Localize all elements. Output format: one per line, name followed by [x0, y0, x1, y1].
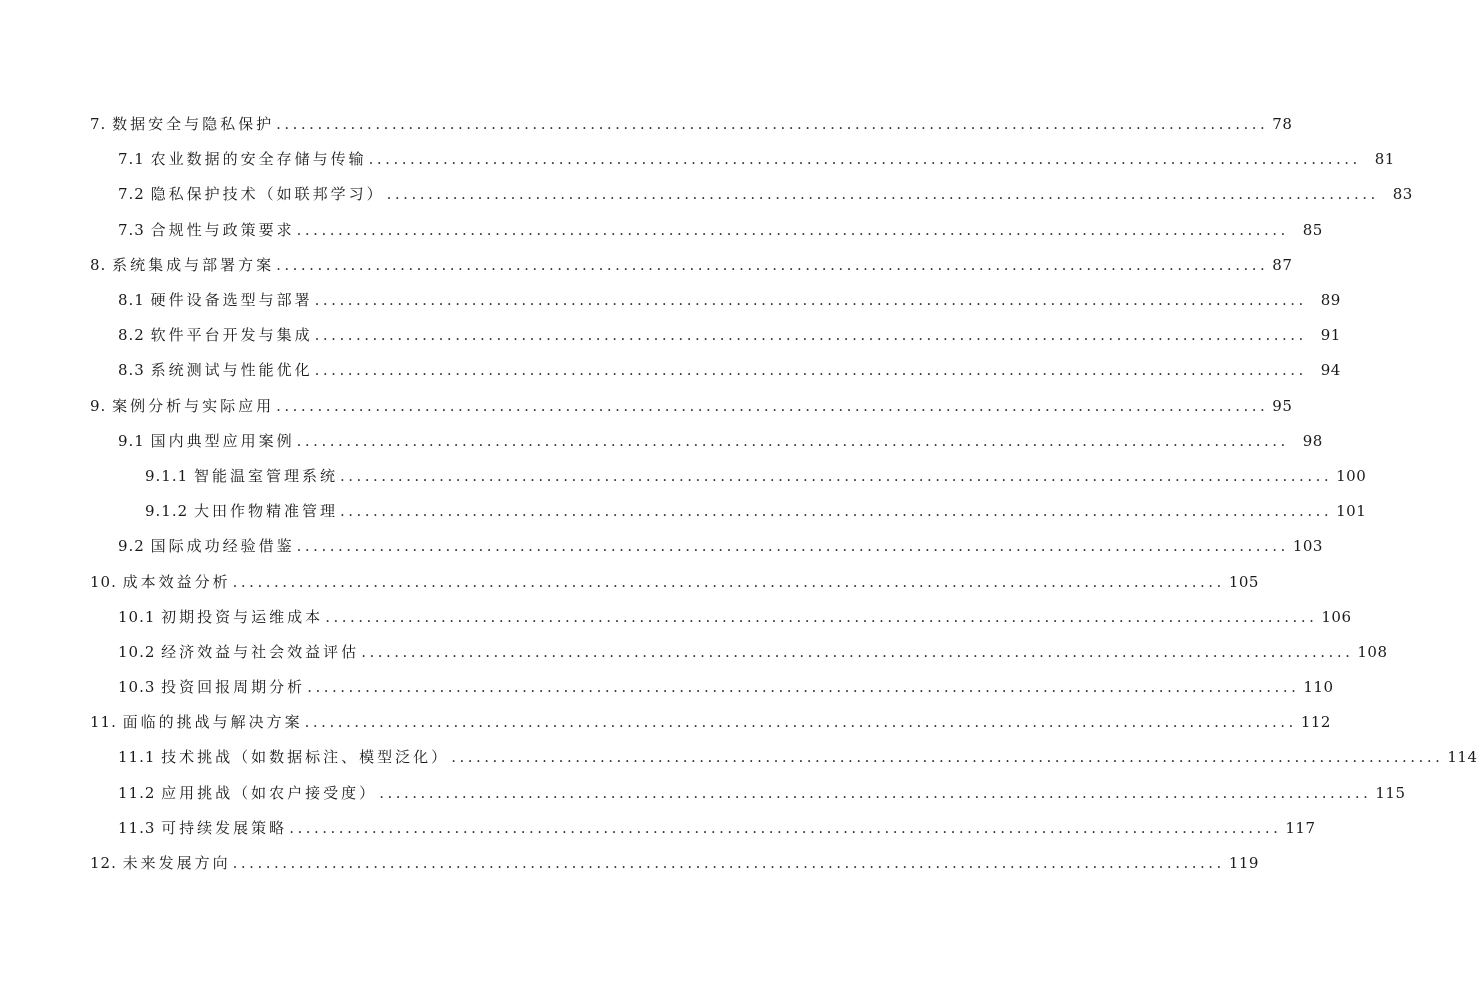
toc-entry-number: 7.1 [118, 150, 151, 169]
toc-entry-number: 12. [90, 854, 123, 873]
toc-entry-title: 硬件设备选型与部署 [150, 291, 313, 310]
toc-entry-title: 案例分析与实际应用 [112, 396, 275, 415]
toc-entry-page: 101 [1336, 502, 1367, 521]
toc-entry-title: 未来发展方向 [122, 854, 231, 873]
dot-leader: ........................................................................................................................ [289, 818, 1282, 837]
toc-entry-title: 技术挑战（如数据标注、模型泛化） [161, 748, 450, 767]
toc-entry-number: 7.3 [118, 220, 151, 239]
toc-entry[interactable] [0, 600, 1352, 635]
toc-entry-page: 83 [1392, 185, 1413, 204]
dot-leader: ........................................................................................................................ [361, 642, 1354, 661]
toc-entry-title: 大田作物精准管理 [193, 502, 338, 521]
dot-leader: ........................................................................................................................ [232, 572, 1225, 591]
toc-entry-page: 100 [1336, 466, 1367, 485]
toc-entry[interactable] [0, 213, 1323, 248]
toc-entry-page: 89 [1320, 291, 1341, 310]
toc-entry-page: 81 [1374, 150, 1395, 169]
toc-entry-title: 智能温室管理系统 [193, 466, 338, 485]
toc-entry[interactable] [0, 389, 1293, 424]
toc-entry-number: 7. [90, 115, 113, 134]
dot-leader: ........................................................................................................................ [296, 220, 1289, 239]
toc-entry[interactable] [0, 846, 1259, 881]
toc-entry[interactable] [0, 424, 1323, 459]
toc-entry[interactable] [0, 776, 1406, 811]
toc-entry[interactable] [0, 283, 1341, 318]
toc-entry[interactable] [0, 564, 1259, 599]
toc-entry-number: 10.3 [118, 678, 162, 697]
dot-leader: ........................................................................................................................ [325, 607, 1318, 626]
toc-entry-number: 7.2 [118, 185, 151, 204]
dot-leader: ........................................................................................................................ [451, 748, 1444, 767]
toc-entry-number: 9.1 [118, 431, 151, 450]
dot-leader: ........................................................................................................................ [314, 291, 1307, 310]
toc-entry[interactable] [0, 353, 1341, 388]
toc-entry[interactable] [0, 107, 1293, 142]
toc-entry-title: 国内典型应用案例 [150, 431, 295, 450]
dot-leader: ........................................................................................................................ [386, 185, 1379, 204]
toc-entry-title: 成本效益分析 [122, 572, 231, 591]
toc-entry[interactable] [0, 142, 1395, 177]
toc-entry-title: 数据安全与隐私保护 [112, 115, 275, 134]
toc-entry-number: 8.3 [118, 361, 151, 380]
toc-entry-title: 合规性与政策要求 [150, 220, 295, 239]
dot-leader: ........................................................................................................................ [314, 326, 1307, 345]
toc-entry-title: 可持续发展策略 [161, 818, 288, 837]
toc-entry-title: 经济效益与社会效益评估 [161, 642, 360, 661]
toc-entry[interactable] [0, 177, 1413, 212]
dot-leader: ........................................................................................................................ [232, 854, 1225, 873]
toc-entry-page: 105 [1228, 572, 1259, 591]
toc-entry-page: 110 [1303, 678, 1334, 697]
dot-leader: ........................................................................................................................ [368, 150, 1361, 169]
dot-leader: ........................................................................................................................ [339, 466, 1333, 485]
toc-entry-page: 98 [1302, 431, 1323, 450]
toc-entry-number: 9. [90, 396, 113, 415]
dot-leader: ........................................................................................................................ [307, 678, 1300, 697]
dot-leader: ........................................................................................................................ [339, 502, 1333, 521]
toc-entry-number: 10. [90, 572, 123, 591]
toc-entry-title: 系统集成与部署方案 [112, 255, 275, 274]
dot-leader: ........................................................................................................................ [276, 115, 1269, 134]
toc-entry-number: 11.3 [118, 818, 162, 837]
dot-leader: ........................................................................................................................ [296, 537, 1289, 556]
toc-entry[interactable] [0, 248, 1293, 283]
toc-entry-number: 10.1 [118, 607, 162, 626]
dot-leader: ........................................................................................................................ [296, 431, 1289, 450]
toc-entry-number: 11. [90, 713, 123, 732]
toc-entry-page: 115 [1375, 783, 1406, 802]
toc-entry-page: 91 [1320, 326, 1341, 345]
toc-entry-number: 9.2 [118, 537, 151, 556]
toc-entry-number: 10.2 [118, 642, 162, 661]
toc-entry-title: 投资回报周期分析 [161, 678, 306, 697]
toc-entry-title: 软件平台开发与集成 [150, 326, 313, 345]
toc-entry-title: 国际成功经验借鉴 [150, 537, 295, 556]
toc-entry-page: 78 [1272, 115, 1293, 134]
dot-leader: ........................................................................................................................ [276, 396, 1269, 415]
toc-entry-page: 114 [1447, 748, 1478, 767]
toc-entry-title: 应用挑战（如农户接受度） [161, 783, 378, 802]
toc-entry-page: 119 [1228, 854, 1259, 873]
table-of-contents [0, 107, 1478, 881]
toc-entry[interactable] [0, 318, 1341, 353]
toc-entry[interactable] [0, 705, 1331, 740]
toc-entry-number: 11.1 [118, 748, 162, 767]
toc-entry-page: 95 [1272, 396, 1293, 415]
toc-entry-title: 初期投资与运维成本 [161, 607, 324, 626]
toc-entry-title: 隐私保护技术（如联邦学习） [150, 185, 385, 204]
toc-entry[interactable] [0, 670, 1334, 705]
toc-entry-number: 9.1.1 [145, 466, 194, 485]
toc-entry-number: 8.2 [118, 326, 151, 345]
toc-entry-page: 94 [1320, 361, 1341, 380]
toc-entry-page: 87 [1272, 255, 1293, 274]
dot-leader: ........................................................................................................................ [379, 783, 1372, 802]
toc-entry-page: 106 [1321, 607, 1352, 626]
toc-entry-page: 108 [1357, 642, 1388, 661]
toc-entry-number: 8.1 [118, 291, 151, 310]
toc-entry-title: 面临的挑战与解决方案 [122, 713, 303, 732]
toc-entry-number: 9.1.2 [145, 502, 194, 521]
toc-entry-page: 103 [1292, 537, 1323, 556]
toc-entry[interactable] [0, 529, 1323, 564]
toc-entry-page: 117 [1285, 818, 1316, 837]
toc-entry-page: 112 [1300, 713, 1331, 732]
dot-leader: ........................................................................................................................ [276, 255, 1269, 274]
toc-entry[interactable] [0, 494, 1367, 529]
toc-entry-number: 8. [90, 255, 113, 274]
toc-entry-title: 农业数据的安全存储与传输 [150, 150, 367, 169]
toc-entry-number: 11.2 [118, 783, 162, 802]
toc-entry-page: 85 [1302, 220, 1323, 239]
toc-entry[interactable] [0, 740, 1478, 775]
toc-entry[interactable] [0, 459, 1367, 494]
toc-entry[interactable] [0, 635, 1388, 670]
toc-entry[interactable] [0, 811, 1316, 846]
dot-leader: ........................................................................................................................ [304, 713, 1297, 732]
dot-leader: ........................................................................................................................ [314, 361, 1307, 380]
toc-entry-title: 系统测试与性能优化 [150, 361, 313, 380]
